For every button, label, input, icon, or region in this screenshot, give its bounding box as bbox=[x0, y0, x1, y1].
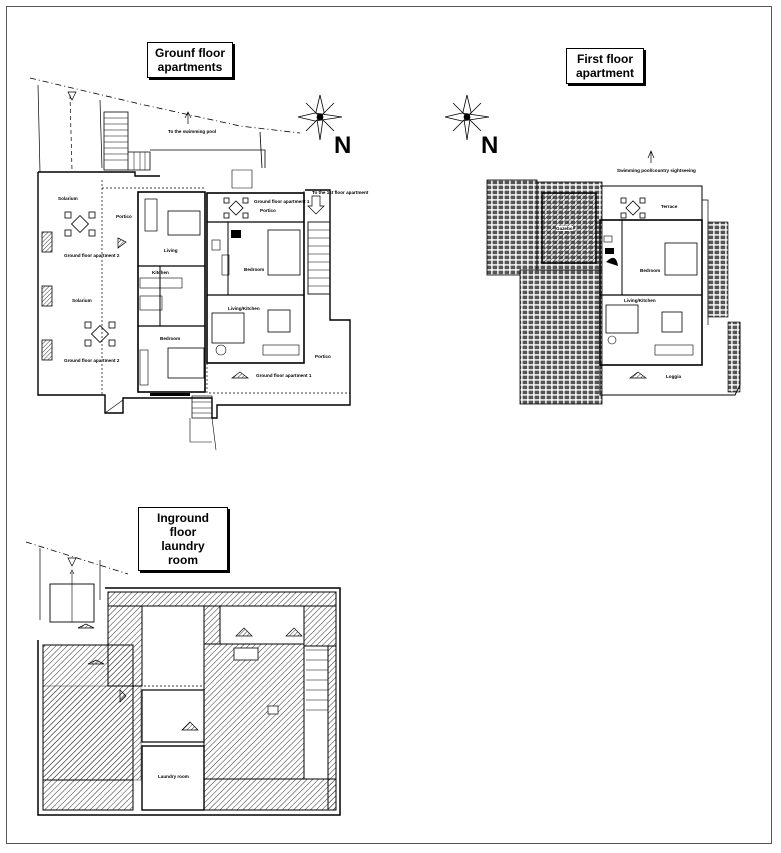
label-solarium: Solarium bbox=[72, 298, 92, 303]
label-gazebo: Gazebo bbox=[556, 226, 573, 231]
first-floor-plan bbox=[487, 151, 740, 404]
north-letter: N bbox=[481, 132, 499, 159]
label-bedroom: Bedroom bbox=[160, 336, 181, 341]
label-solarium: Solarium bbox=[58, 196, 78, 201]
title-line: laundry room bbox=[161, 539, 205, 567]
label-ground-apt-1: Ground floor apartment 1 bbox=[256, 373, 312, 378]
label-living-kitchen: Living/Kitchen bbox=[228, 306, 260, 311]
label-to-first-floor: To the 1st floor apartment bbox=[312, 190, 369, 195]
first-floor-title bbox=[566, 48, 644, 84]
title-line: apartment bbox=[575, 66, 634, 80]
label-living-kitchen: Living/Kitchen bbox=[624, 298, 656, 303]
label-living: Living bbox=[164, 248, 178, 253]
inground-floor-title bbox=[138, 507, 228, 571]
label-bedroom: Bedroom bbox=[640, 268, 661, 273]
label-sightseeing: Swimming pool/country sightseeing bbox=[617, 168, 696, 173]
label-ground-apt-1: Ground floor apartment 1 bbox=[254, 199, 310, 204]
title-line: First floor bbox=[577, 52, 633, 66]
label-kitchen: Kitchen bbox=[152, 270, 169, 275]
label-to-pool: To the swimming pool bbox=[168, 129, 217, 134]
title-line: apartments bbox=[157, 60, 223, 74]
label-portico: Portico bbox=[116, 214, 132, 219]
ground-floor-title bbox=[147, 42, 233, 78]
label-ground-apt-2: Ground floor apartment 2 bbox=[64, 253, 120, 258]
label-portico: Portico bbox=[260, 208, 276, 213]
label-loggia: Loggia bbox=[666, 374, 682, 379]
label-portico: Portico bbox=[315, 354, 331, 359]
label-ground-apt-2: Ground floor apartment 2 bbox=[64, 358, 120, 363]
title-line: Inground floor bbox=[157, 511, 209, 539]
label-terrace: Terrace bbox=[661, 204, 678, 209]
label-laundry-room: Laundry room bbox=[158, 774, 189, 779]
title-line: Grounf floor bbox=[155, 46, 225, 60]
label-bedroom: Bedroom bbox=[244, 267, 265, 272]
north-letter: N bbox=[334, 132, 352, 159]
